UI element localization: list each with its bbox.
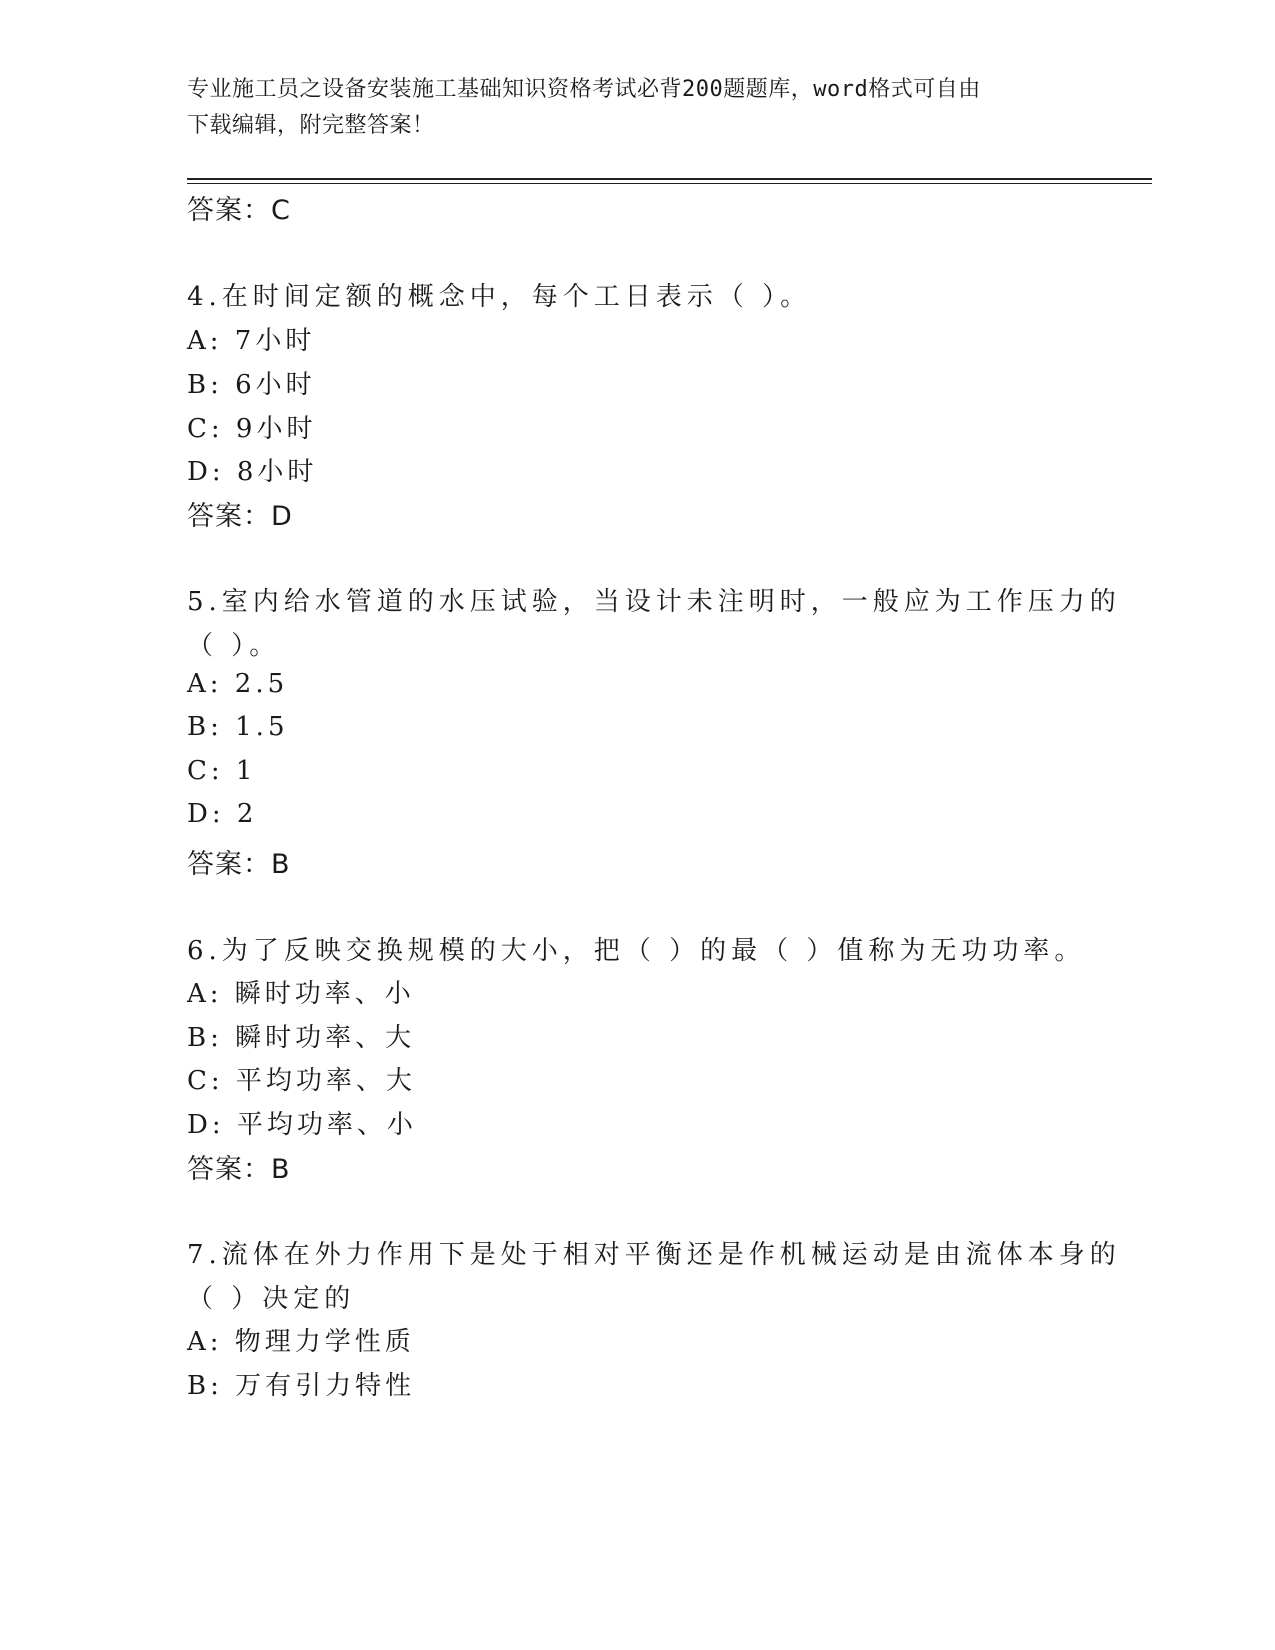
question-4-option-d: D: 8小时: [187, 457, 318, 487]
question-5-stem-line-1: 5.室内给水管道的水压试验，当设计未注明时，一般应为工作压力的: [187, 587, 1121, 617]
header-line-2: 下载编辑，附完整答案！: [187, 113, 435, 138]
question-7-stem-line-2: （ ）决定的: [187, 1284, 356, 1314]
header-rule-thin: [187, 183, 1152, 184]
answer-previous: 答案：C: [187, 195, 291, 226]
question-6-option-c: C: 平均功率、大: [187, 1066, 416, 1096]
question-5-option-d: D: 2: [187, 799, 258, 829]
question-7-option-a: A: 物理力学性质: [187, 1327, 415, 1357]
question-5-option-a: A: 2.5: [187, 669, 289, 699]
question-7-stem-line-1: 7.流体在外力作用下是处于相对平衡还是作机械运动是由流体本身的: [187, 1240, 1121, 1270]
question-6-option-b: B: 瞬时功率、大: [187, 1023, 416, 1053]
question-5-answer: 答案：B: [187, 849, 291, 880]
question-5-option-b: B: 1.5: [187, 712, 289, 742]
question-5-option-c: C: 1: [187, 756, 257, 786]
question-4-option-c: C: 9小时: [187, 414, 317, 444]
question-6-option-d: D: 平均功率、小: [187, 1110, 417, 1140]
question-6-answer: 答案：B: [187, 1154, 291, 1185]
question-4-option-a: A: 7小时: [187, 326, 316, 356]
question-6-stem: 6.为了反映交换规模的大小，把（ ）的最（ ）值称为无功功率。: [187, 936, 1086, 966]
header-rule-thick: [187, 178, 1152, 180]
question-4-answer: 答案：D: [187, 501, 293, 532]
question-7-option-b: B: 万有引力特性: [187, 1371, 416, 1401]
header-line-1: 专业施工员之设备安装施工基础知识资格考试必背200题题库，word格式可自由: [187, 77, 981, 102]
question-4-stem: 4.在时间定额的概念中，每个工日表示（ ）。: [187, 282, 812, 312]
question-6-option-a: A: 瞬时功率、小: [187, 979, 415, 1009]
question-4-option-b: B: 6小时: [187, 370, 316, 400]
question-5-stem-line-2: （ ）。: [187, 631, 281, 661]
document-header: [187, 72, 1067, 144]
